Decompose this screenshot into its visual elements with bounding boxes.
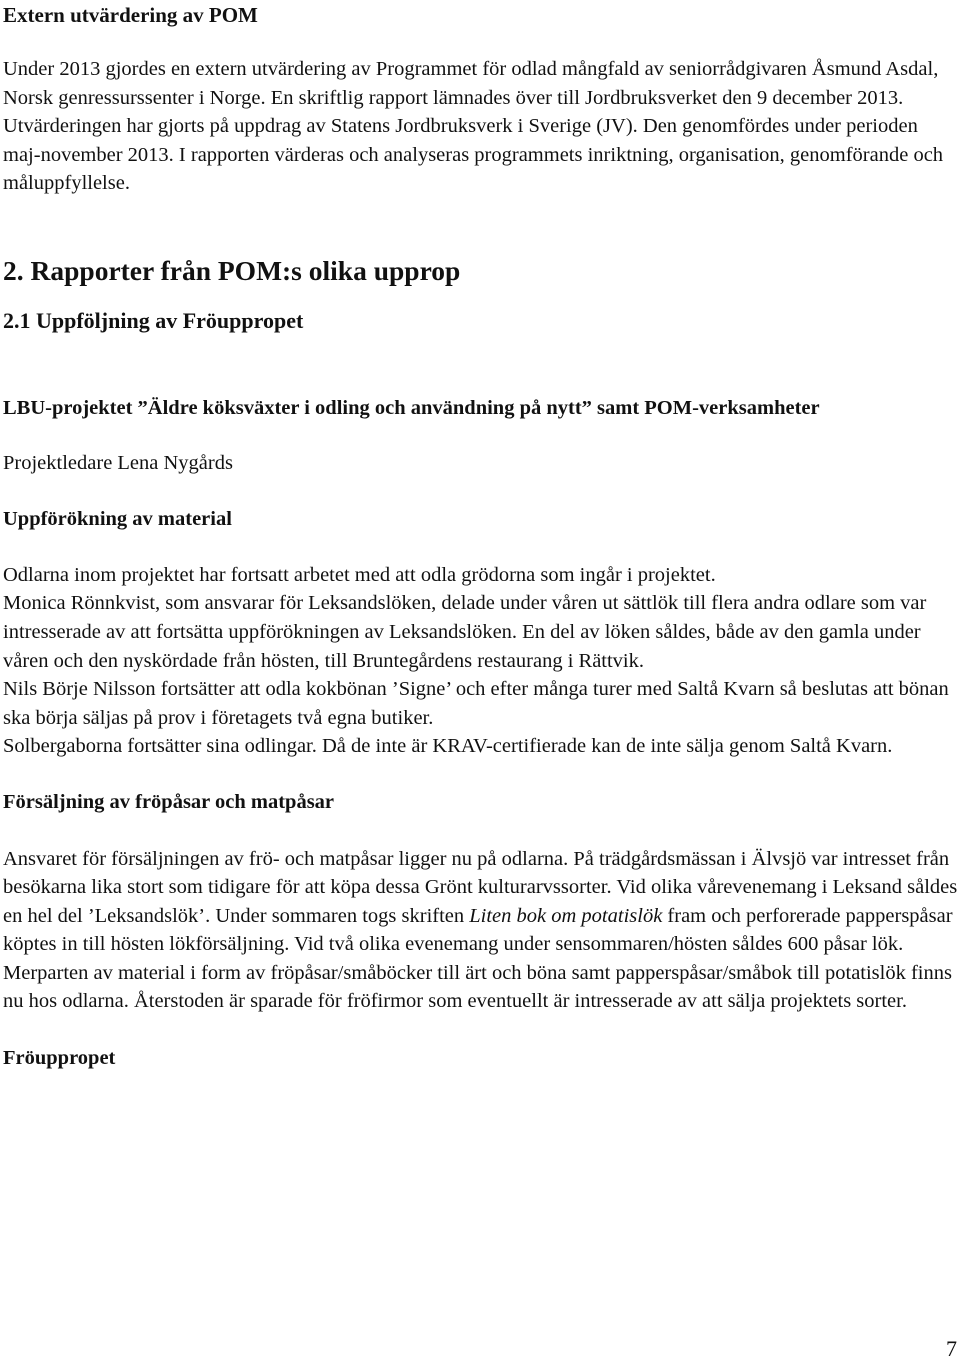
monica-paragraph: Monica Rönnkvist, som ansvarar för Leksandslöken, delade under våren ut sättlök till flera andra odlare som var intresserade av att fortsätta uppförökningen av Leksandslöken. En del av löken såldes, både av den gamla under våren och den nyskördade från hösten, till Bruntegårdens restaurang i Rättvik. [3,592,927,672]
subsection-title: 2.1 Uppföljning av Fröuppropet [3,307,304,333]
forsaljning-paragraph [3,845,958,1017]
forsaljning-text-1: Ansvaret för försäljningen av frö- och matpåsar ligger nu på odlarna. På trädgårdsmässan i Älvsjö var intresset från besökarna lika stort som tidigare för att köpa dessa Grönt kulturarvssorter. Vid olika vårevenemang i Leksand såldes en hel del ’Leksandslök’. Under sommaren togs skriften [3,847,958,927]
odlarna-block [3,561,958,761]
document-page [3,0,958,1073]
odlarna-line: Odlarna inom projektet har fortsatt arbetet med att odla grödorna som ingår i projektet. [3,563,716,586]
intro-paragraph: Under 2013 gjordes en extern utvärdering av Programmet för odlad mångfald av seniorrådgivaren Åsmund Asdal, Norsk genressurssenter i Norge. En skriftlig rapport lämnades över till Jordbruksverket den 9 december 2013. Utvärderingen har gjorts på uppdrag av Statens Jordbruksverk i Sverige (JV). Den genomfördes under perioden maj-november 2013. I rapporten värderas och analyseras programmets inriktning, organisation, genomförande och måluppfyllelse. [3,58,944,195]
nils-paragraph: Nils Börje Nilsson fortsätter att odla kokbönan ’Signe’ och efter många turer med Saltå Kvarn så beslutas att bönan ska börja säljas på prov i företagets två egna butiker. [3,678,949,729]
forsaljning-text-2: fram och perforerade papperspåsar köptes in till hösten lökförsäljning. Vid två olika evenemang under sensommaren/hösten såldes 600 påsar lök. Merparten av material i form av fröpåsar/småböcker till ärt och böna samt papperspåsar/småbok till potatislök finns nu hos odlarna. Återstoden är sparade för fröfirmor som eventuellt är intresserade av att sälja projektets sorter. [3,904,953,1013]
section-title: 2. Rapporter från POM:s olika upprop [3,254,461,286]
solberga-paragraph: Solbergaborna fortsätter sina odlingar. Då de inte är KRAV-certifierade kan de inte sälja genom Saltå Kvarn. [3,735,893,758]
project-title: LBU-projektet ”Äldre köksväxter i odling och användning på nytt” samt POM-verksamheter [3,396,820,419]
heading-frouppropet: Fröuppropet [3,1047,116,1070]
project-leader: Projektledare Lena Nygårds [3,451,233,474]
page-number: 7 [946,1336,957,1361]
book-title: Liten bok om potatislök [469,904,663,927]
heading-uppforokning: Uppförökning av material [3,508,232,531]
heading-forsaljning: Försäljning av fröpåsar och matpåsar [3,790,335,813]
heading-extern-utvardering: Extern utvärdering av POM [3,3,258,27]
